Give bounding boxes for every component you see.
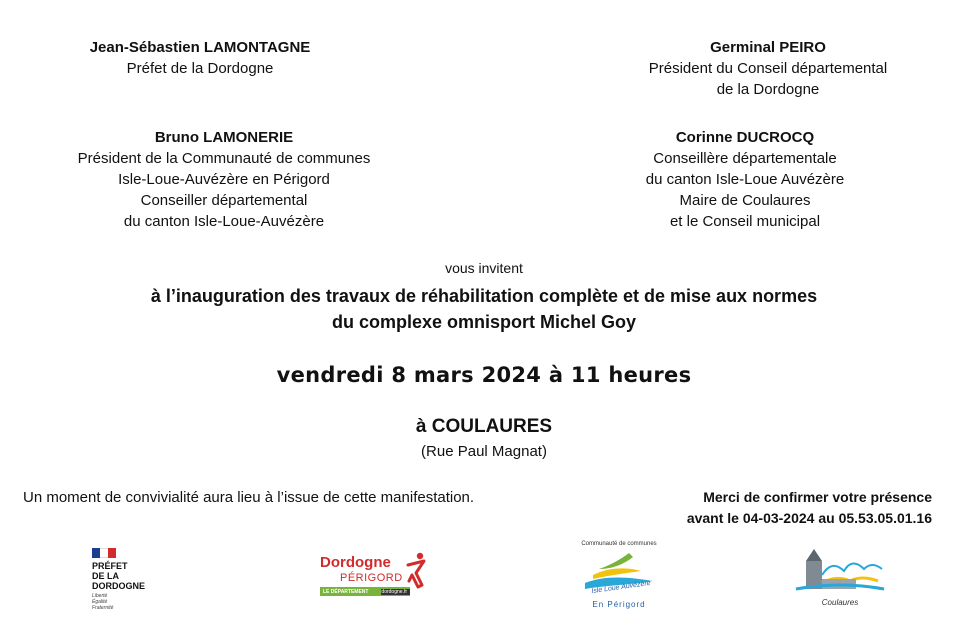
- official-title: Conseillère départementale: [653, 150, 837, 167]
- official-name: Bruno LAMONERIE: [154, 129, 294, 146]
- dordogne-word: Dordogne: [320, 554, 391, 571]
- official-title: et le Conseil municipal: [669, 213, 821, 230]
- official-president-cd: [588, 37, 948, 100]
- departement-band-url: dordogne.fr: [381, 589, 410, 595]
- ccila-top-text: Communauté de communes: [581, 541, 657, 547]
- rsvp-block: [687, 487, 932, 529]
- official-title: Isle-Loue-Auvézère en Périgord: [118, 171, 330, 188]
- official-title: Président du Conseil départemental: [648, 60, 888, 77]
- official-name: Corinne DUCROCQ: [675, 129, 815, 146]
- official-title: Maire de Coulaures: [679, 192, 811, 209]
- departement-band-text: LE DÉPARTEMENT: [323, 588, 369, 595]
- prefet-logo-line: DE LA: [92, 571, 119, 581]
- official-maire: [565, 127, 925, 232]
- conviviality-note: Un moment de convivialité aura lieu à l’issue de cette manifestation.: [23, 489, 475, 506]
- invitation-event-line1: à l’inauguration des travaux de réhabilitation complète et de mise aux normes: [150, 286, 818, 306]
- ccila-logo: [575, 540, 663, 614]
- coulaures-label: Coulaures: [821, 598, 859, 607]
- prefet-logo-line: PRÉFET: [92, 561, 128, 571]
- prefet-motto: Liberté: [92, 593, 108, 599]
- coulaures-logo: [792, 545, 888, 607]
- dordogne-perigord-logo: [318, 551, 430, 599]
- invitation-event-line2: du complexe omnisport Michel Goy: [331, 312, 637, 332]
- prefet-motto: Égalité: [92, 599, 108, 605]
- prefet-logo: [92, 548, 172, 614]
- prefet-motto: Fraternité: [92, 605, 114, 611]
- official-name: Germinal PEIRO: [710, 39, 826, 56]
- ccila-bottom-text: En Périgord: [592, 600, 646, 609]
- coulaures-village-icon: [792, 545, 888, 595]
- official-president-cc: [44, 127, 404, 232]
- invitation-intro: vous invitent: [445, 260, 523, 276]
- runner-figure-icon: [406, 551, 428, 595]
- official-name: Jean-Sébastien LAMONTAGNE: [89, 39, 311, 56]
- perigord-word: PÉRIGORD: [340, 572, 403, 584]
- official-title: de la Dordogne: [716, 81, 820, 98]
- official-title: du canton Isle-Loue Auvézère: [645, 171, 845, 188]
- official-title: Président de la Communauté de communes: [77, 150, 371, 167]
- invitation-date: vendredi 8 mars 2024 à 11 heures: [276, 363, 692, 387]
- invitation-address: (Rue Paul Magnat): [421, 443, 547, 460]
- official-title: Préfet de la Dordogne: [126, 60, 274, 77]
- departement-band: [320, 587, 410, 596]
- french-flag-icon: [92, 548, 116, 558]
- official-title: Conseiller départemental: [140, 192, 308, 209]
- ccila-arc-text: Isle Loue Auvézère: [590, 579, 652, 596]
- rsvp-line2: avant le 04-03-2024 au 05.53.05.01.16: [686, 510, 932, 526]
- official-prefet: [20, 37, 380, 79]
- official-title: du canton Isle-Loue-Auvézère: [123, 213, 325, 230]
- rsvp-line1: Merci de confirmer votre présence: [703, 489, 932, 505]
- prefet-logo-line: DORDOGNE: [92, 581, 146, 591]
- invitation-place: à COULAURES: [415, 416, 553, 437]
